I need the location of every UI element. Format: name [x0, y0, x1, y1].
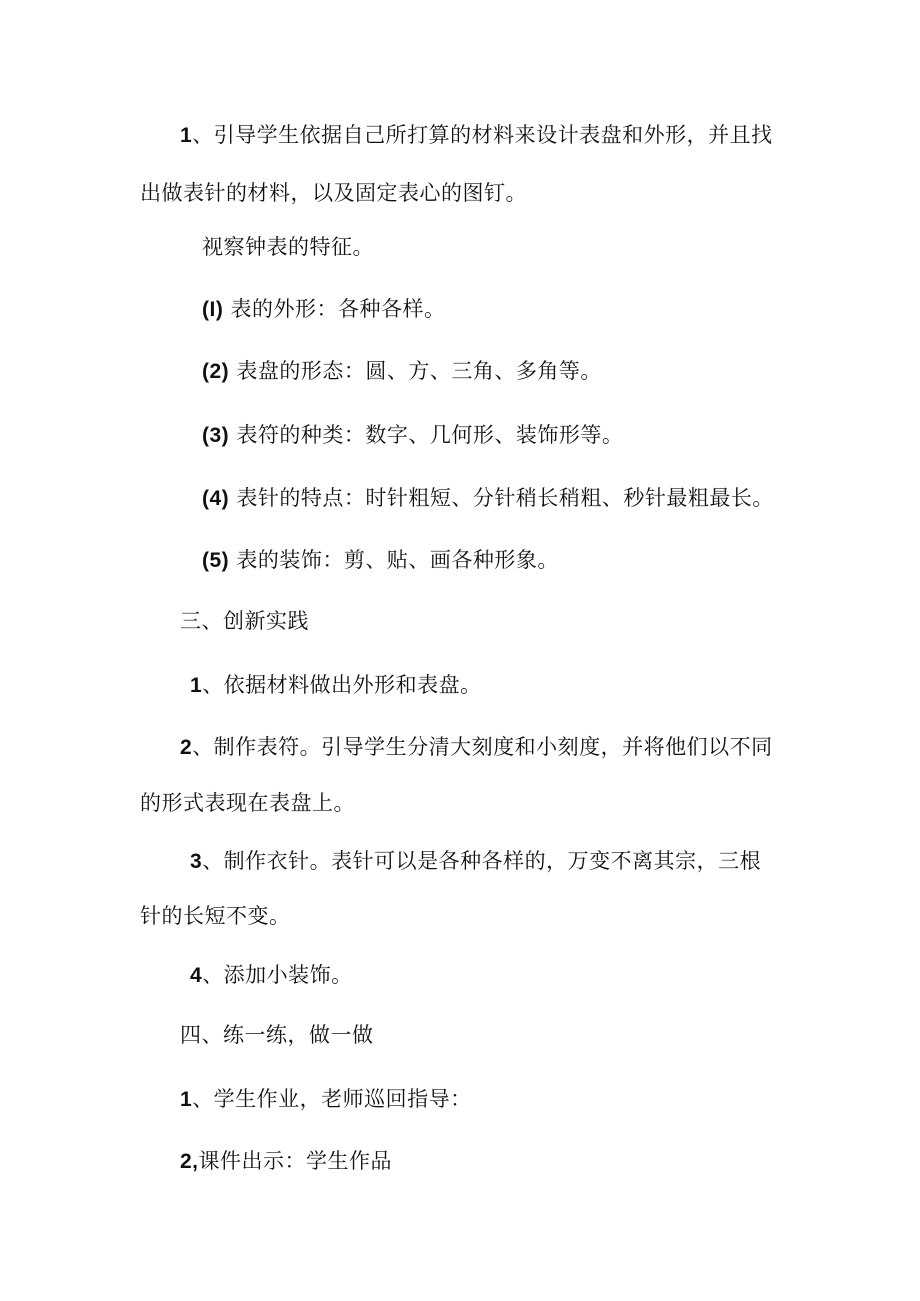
- section-heading: [180, 1021, 374, 1050]
- line-text: 表盘的形态：圆、方、三角、多角等。: [229, 359, 602, 383]
- line-text: 表针的特点：时针粗短、分针稍长稍粗、秒针最粗最长。: [229, 486, 774, 510]
- paragraph-line: [202, 357, 602, 386]
- line-text: 、依据材料做出外形和表盘。: [202, 673, 482, 697]
- item-number: (3): [202, 424, 230, 447]
- item-number: 1: [190, 674, 203, 697]
- item-number: 1: [180, 1088, 193, 1111]
- item-number: 2,: [180, 1150, 199, 1173]
- paragraph-line: [140, 789, 355, 818]
- item-number: (5): [202, 549, 230, 572]
- line-text: 课件出示：学生作品: [198, 1149, 393, 1173]
- item-number: 1: [180, 124, 193, 147]
- line-text: 、添加小装饰。: [202, 963, 353, 987]
- paragraph-line: [202, 546, 559, 575]
- paragraph-line: [202, 233, 374, 262]
- line-text: 针的长短不变。: [140, 904, 291, 928]
- item-number: (4): [202, 487, 230, 510]
- paragraph-line: [202, 484, 774, 513]
- line-text: 表的外形：各种各样。: [223, 297, 446, 321]
- paragraph-line: [180, 1147, 392, 1176]
- item-number: 2: [180, 736, 193, 759]
- line-text: 、引导学生依据自己所打算的材料来设计表盘和外形，并且找: [192, 123, 773, 147]
- paragraph-line: [190, 847, 761, 876]
- paragraph-line: [202, 295, 446, 324]
- item-number: 4: [190, 964, 203, 987]
- paragraph-line: [140, 902, 291, 931]
- paragraph-line: [190, 671, 482, 700]
- line-text: 表符的种类：数字、几何形、装饰形等。: [229, 423, 624, 447]
- paragraph-line: [180, 733, 773, 762]
- paragraph-line: [140, 179, 527, 208]
- line-text: 出做表针的材料，以及固定表心的图钉。: [140, 181, 527, 205]
- line-text: 、制作表符。引导学生分清大刻度和小刻度，并将他们以不同: [192, 735, 773, 759]
- item-number: (I): [202, 298, 224, 321]
- line-text: 三、创新实践: [180, 609, 309, 633]
- line-text: 四、练一练，做一做: [180, 1023, 374, 1047]
- item-number: (2): [202, 360, 230, 383]
- line-text: 、制作衣针。表针可以是各种各样的，万变不离其宗，三根: [202, 849, 762, 873]
- line-text: 视察钟表的特征。: [202, 235, 374, 259]
- paragraph-line: [202, 421, 623, 450]
- line-text: 的形式表现在表盘上。: [140, 791, 355, 815]
- line-text: 、学生作业，老师巡回指导：: [192, 1087, 472, 1111]
- line-text: 表的装饰：剪、贴、画各种形象。: [229, 548, 559, 572]
- section-heading: [180, 607, 309, 636]
- item-number: 3: [190, 850, 203, 873]
- paragraph-line: [180, 121, 773, 150]
- paragraph-line: [190, 961, 353, 990]
- paragraph-line: [180, 1085, 472, 1114]
